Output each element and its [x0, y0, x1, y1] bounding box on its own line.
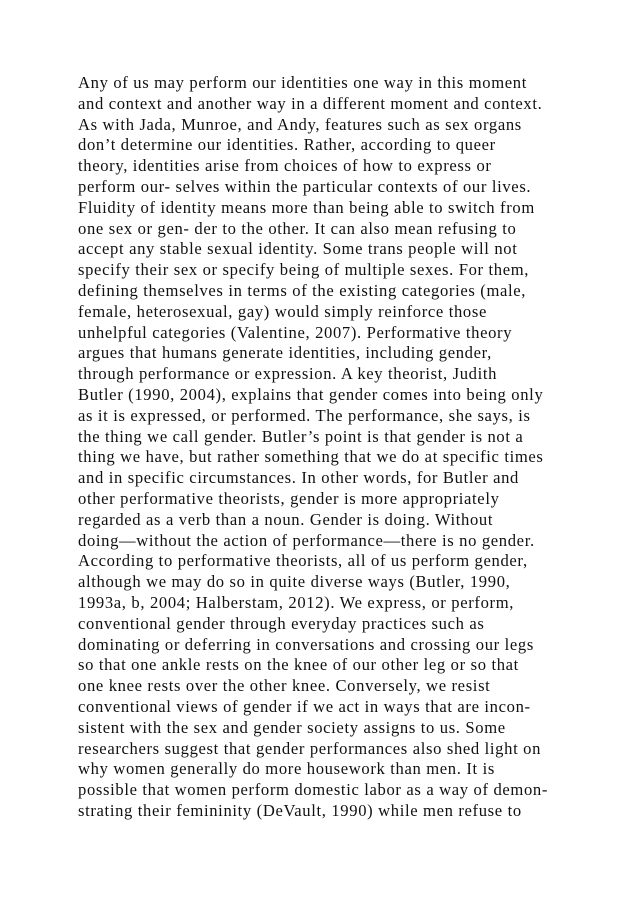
text-line: why women generally do more housework than men. It is	[78, 759, 495, 779]
text-line: and context and another way in a different moment and context.	[78, 93, 543, 113]
text-line: unhelpful categories (Valentine, 2007). Performative theory	[78, 322, 513, 342]
text-line: dominating or deferring in conversations and crossing our legs	[78, 634, 534, 654]
text-line: as it is expressed, or performed. The performance, she says, is	[78, 405, 531, 425]
text-line: perform our- selves within the particular contexts of our lives.	[78, 176, 532, 196]
text-line: possible that women perform domestic labor as a way of demon-	[78, 780, 549, 800]
text-line: Fluidity of identity means more than being able to switch from	[78, 197, 535, 217]
text-line: one sex or gen- der to the other. It can also mean refusing to	[78, 218, 517, 238]
text-line: one knee rests over the other knee. Conversely, we resist	[78, 676, 491, 696]
text-line: specify their sex or specify being of multiple sexes. For them,	[78, 260, 530, 280]
text-line: Butler (1990, 2004), explains that gender comes into being only	[78, 384, 544, 404]
text-line: conventional views of gender if we act in ways that are incon-	[78, 696, 531, 716]
text-line: accept any stable sexual identity. Some trans people will not	[78, 239, 518, 259]
text-line: so that one ankle rests on the knee of our other leg or so that	[78, 655, 519, 675]
text-line: defining themselves in terms of the existing categories (male,	[78, 280, 527, 300]
text-line: argues that humans generate identities, including gender,	[78, 343, 492, 363]
body-text	[78, 73, 578, 822]
text-line: through performance or expression. A key theorist, Judith	[78, 364, 498, 384]
text-line: strating their femininity (DeVault, 1990) while men refuse to	[78, 800, 522, 820]
text-line: theory, identities arise from choices of how to express or	[78, 156, 492, 176]
text-line: other performative theorists, gender is more appropriately	[78, 488, 500, 508]
text-line: researchers suggest that gender performances also shed light on	[78, 738, 542, 758]
text-line: although we may do so in quite diverse ways (Butler, 1990,	[78, 572, 511, 592]
text-line: According to performative theorists, all of us perform gender,	[78, 551, 528, 571]
text-line: female, heterosexual, gay) would simply reinforce those	[78, 301, 487, 321]
text-line: 1993a, b, 2004; Halberstam, 2012). We express, or perform,	[78, 592, 515, 612]
text-line: thing we have, but rather something that we do at specific times	[78, 447, 544, 467]
text-line: sistent with the sex and gender society assigns to us. Some	[78, 717, 506, 737]
text-line: and in specific circumstances. In other words, for Butler and	[78, 468, 519, 488]
text-line: regarded as a verb than a noun. Gender is doing. Without	[78, 509, 494, 529]
text-line: don’t determine our identities. Rather, according to queer	[78, 135, 496, 155]
text-line: conventional gender through everyday practices such as	[78, 613, 485, 633]
text-line: doing—without the action of performance—there is no gender.	[78, 530, 535, 550]
text-line: Any of us may perform our identities one way in this moment	[78, 73, 527, 92]
text-line: As with Jada, Munroe, and Andy, features such as sex organs	[78, 114, 522, 134]
text-line: the thing we call gender. Butler’s point is that gender is not a	[78, 426, 524, 446]
